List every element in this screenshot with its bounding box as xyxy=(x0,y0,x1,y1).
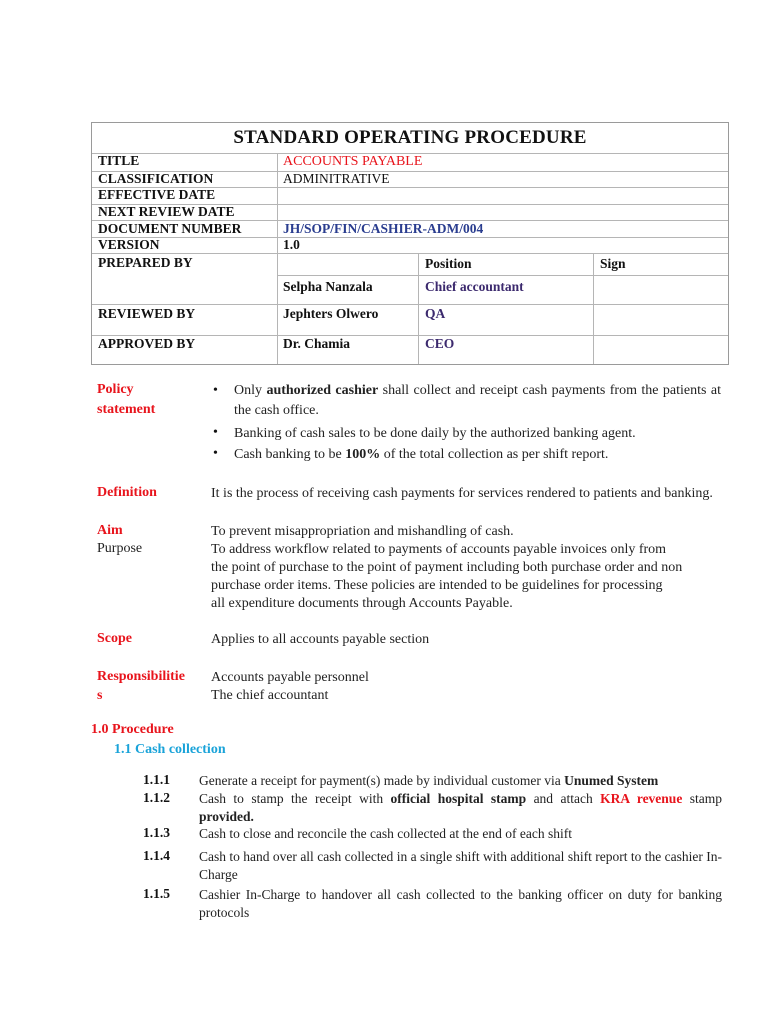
version-label: VERSION xyxy=(98,237,160,252)
step-number: 1.1.4 xyxy=(143,848,170,863)
table-divider xyxy=(418,253,419,364)
document-number-label: DOCUMENT NUMBER xyxy=(98,221,242,236)
policy-bullet-1: Only authorized cashier shall collect and receipt cash payments from the patients at the cash office. xyxy=(234,383,722,418)
purpose-line-3: purchase order items. These policies are intended to be guidelines for processing xyxy=(211,578,663,593)
approved-by-name: Dr. Chamia xyxy=(283,336,351,351)
procedure-heading: 1.0 Procedure xyxy=(91,722,174,737)
step-text: Cash to stamp the receipt with official hospital stamp and attach KRA revenue stamp provided. xyxy=(199,791,722,824)
table-divider xyxy=(92,237,728,238)
table-divider xyxy=(92,304,728,305)
effective-date-label: EFFECTIVE DATE xyxy=(98,187,216,202)
version-value: 1.0 xyxy=(283,237,300,252)
step-text: Cashier In-Charge to handover all cash collected to the banking officer on duty for banking protocols xyxy=(199,887,722,920)
purpose-line-2: the point of purchase to the point of payment including both purchase order and non xyxy=(211,560,683,575)
step-text: Generate a receipt for payment(s) made by individual customer via Unumed System xyxy=(199,773,659,788)
bullet-icon: • xyxy=(213,425,218,440)
step-number: 1.1.1 xyxy=(143,772,170,787)
aim-text: To prevent misappropriation and mishandling of cash. xyxy=(211,524,514,539)
reviewed-by-position: QA xyxy=(425,306,446,321)
table-divider xyxy=(277,153,278,364)
policy-label-line1: Policy xyxy=(97,382,134,397)
table-divider xyxy=(92,253,728,254)
table-divider xyxy=(277,275,728,276)
reviewed-by-name: Jephters Olwero xyxy=(283,306,379,321)
bullet-icon: • xyxy=(213,446,218,461)
purpose-line-1: To address workflow related to payments of accounts payable invoices only from xyxy=(211,542,667,557)
classification-value: ADMINITRATIVE xyxy=(283,171,390,186)
definition-text: It is the process of receiving cash payments for services rendered to patients and banking. xyxy=(211,486,713,501)
sop-header-table xyxy=(91,122,729,365)
title-value: ACCOUNTS PAYABLE xyxy=(283,154,423,169)
approved-by-label: APPROVED BY xyxy=(98,336,196,351)
responsibilities-label-line2: s xyxy=(97,688,103,703)
step-number: 1.1.2 xyxy=(143,790,170,805)
document-number-value: JH/SOP/FIN/CASHIER-ADM/004 xyxy=(283,221,484,236)
responsibilities-line-2: The chief accountant xyxy=(211,688,329,703)
scope-label: Scope xyxy=(97,631,132,646)
purpose-line-4: all expenditure documents through Accounts Payable. xyxy=(211,596,513,611)
responsibilities-line-1: Accounts payable personnel xyxy=(211,670,369,685)
procedure-subheading: 1.1 Cash collection xyxy=(114,742,226,757)
policy-bullet-2: Banking of cash sales to be done daily by the authorized banking agent. xyxy=(234,426,636,441)
step-text: Cash to hand over all cash collected in a single shift with additional shift report to the cashier In-Charge xyxy=(199,849,722,882)
table-divider xyxy=(593,253,594,364)
document-title: STANDARD OPERATING PROCEDURE xyxy=(233,127,587,148)
policy-bullet-3: Cash banking to be 100% of the total collection as per shift report. xyxy=(234,447,609,462)
step-text: Cash to close and reconcile the cash collected at the end of each shift xyxy=(199,826,572,841)
prepared-by-position: Chief accountant xyxy=(425,279,524,294)
approved-by-position: CEO xyxy=(425,336,455,351)
step-number: 1.1.3 xyxy=(143,825,170,840)
reviewed-by-label: REVIEWED BY xyxy=(98,306,196,321)
responsibilities-label-line1: Responsibilitie xyxy=(97,669,185,684)
step-number: 1.1.5 xyxy=(143,886,170,901)
prepared-by-label: PREPARED BY xyxy=(98,255,193,270)
classification-label: CLASSIFICATION xyxy=(98,171,214,186)
bullet-icon: • xyxy=(213,383,218,398)
policy-label-line2: statement xyxy=(97,402,156,417)
next-review-date-label: NEXT REVIEW DATE xyxy=(98,204,235,219)
scope-text: Applies to all accounts payable section xyxy=(211,632,430,647)
prepared-by-name: Selpha Nanzala xyxy=(283,279,373,294)
purpose-label: Purpose xyxy=(97,541,143,556)
sign-header: Sign xyxy=(600,256,626,271)
title-label: TITLE xyxy=(98,153,140,168)
definition-label: Definition xyxy=(97,485,157,500)
aim-label: Aim xyxy=(97,523,123,538)
position-header: Position xyxy=(425,256,472,271)
